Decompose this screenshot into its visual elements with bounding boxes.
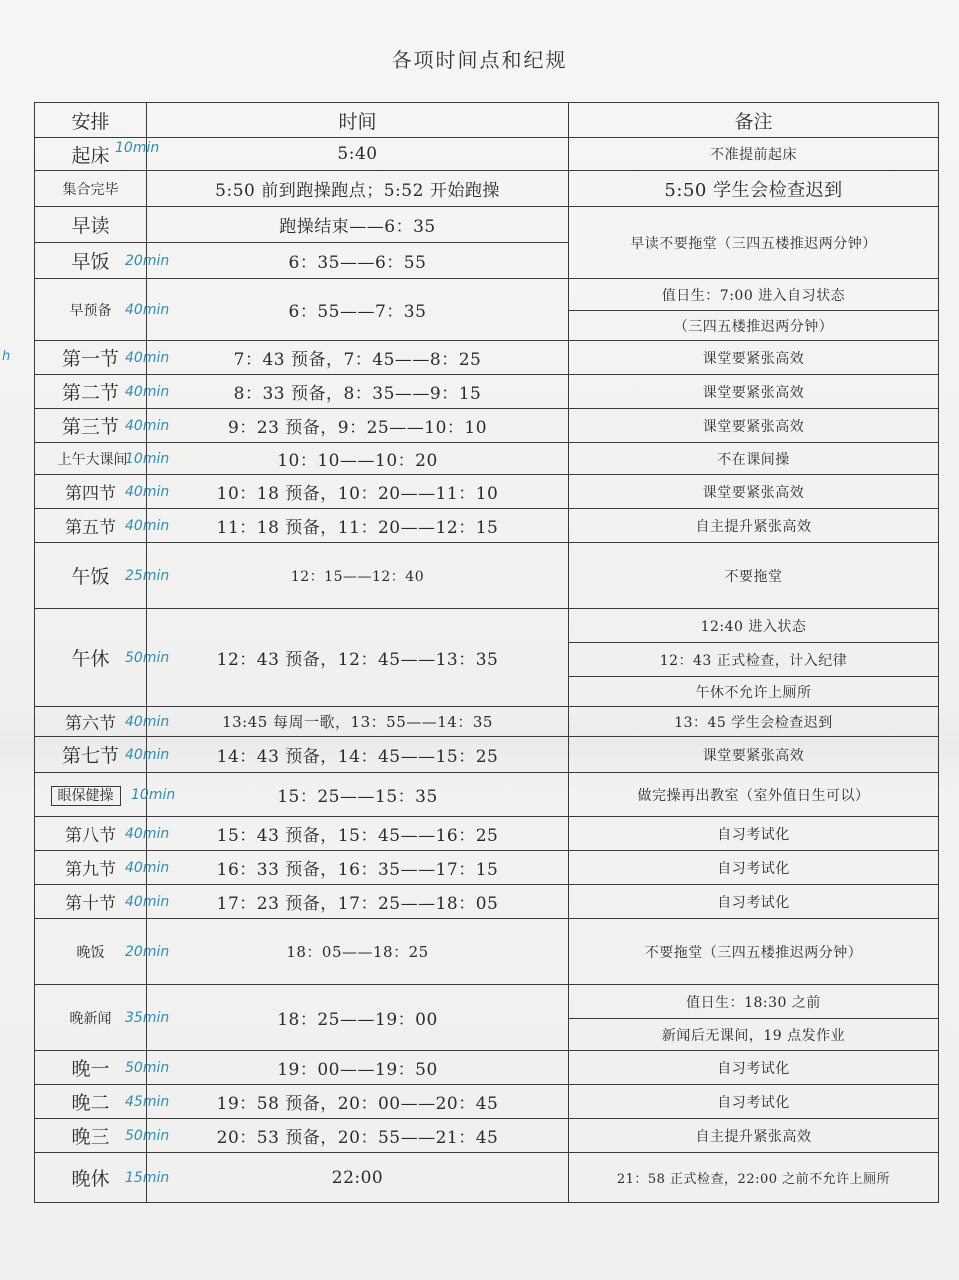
arrange-label: 第九节 <box>65 860 116 880</box>
time-cell: 19：00——19：50 <box>147 1051 569 1085</box>
header-note: 备注 <box>569 103 939 138</box>
table-row <box>35 475 939 509</box>
table-row <box>35 1153 939 1203</box>
note-cell: 自主提升紧张高效 <box>569 1119 939 1153</box>
time-cell: 5:50 前到跑操跑点；5:52 开始跑操 <box>147 171 569 207</box>
handwritten-duration: 40min <box>125 746 170 763</box>
note-cell: 课堂要紧张高效 <box>569 409 939 443</box>
time-cell: 14：43 预备，14：45——15：25 <box>147 737 569 773</box>
handwritten-duration: 40min <box>125 893 170 910</box>
arrange-cell <box>35 341 170 375</box>
table-row <box>35 138 939 171</box>
arrange-label: 晚二 <box>71 1092 110 1114</box>
handwritten-duration: 10min <box>125 450 170 467</box>
time-cell: 12：43 预备，12：45——13：35 <box>147 609 569 707</box>
arrange-cell <box>35 207 147 243</box>
table-row <box>35 509 939 543</box>
handwritten-duration: 50min <box>125 649 170 666</box>
note-cell: 值日生：7:00 进入自习状态 <box>569 279 939 311</box>
arrange-label: 午饭 <box>71 566 110 588</box>
note-cell: 自习考试化 <box>569 1085 939 1119</box>
arrange-label: 第八节 <box>65 826 116 846</box>
table-row <box>35 171 939 207</box>
table-row <box>35 919 939 985</box>
arrange-label: 晚三 <box>71 1126 110 1148</box>
arrange-cell <box>35 773 176 817</box>
note-cell: 不要拖堂 <box>569 543 939 609</box>
header-arrange: 安排 <box>35 103 147 138</box>
time-cell: 16：33 预备，16：35——17：15 <box>147 851 569 885</box>
arrange-label: 晚一 <box>71 1058 110 1080</box>
arrange-cell <box>35 375 170 409</box>
table-row <box>35 707 939 737</box>
table-row <box>35 609 939 643</box>
time-cell: 17：23 预备，17：25——18：05 <box>147 885 569 919</box>
handwritten-duration: 40min <box>125 483 170 500</box>
arrange-label: 第五节 <box>65 518 116 538</box>
arrange-label: 晚新闻 <box>69 1010 112 1027</box>
table-row <box>35 737 939 773</box>
arrange-label: 起床 <box>71 144 110 167</box>
arrange-label: 第七节 <box>61 745 119 767</box>
handwritten-duration: 10min <box>115 139 160 156</box>
arrange-cell <box>35 707 170 737</box>
arrange-cell <box>35 851 170 885</box>
handwritten-duration: 40min <box>125 713 170 730</box>
note-cell: 12:40 进入状态 <box>569 609 939 643</box>
handwritten-duration: 45min <box>125 1093 170 1110</box>
arrange-cell <box>35 1153 170 1203</box>
time-cell: 20：53 预备，20：55——21：45 <box>147 1119 569 1153</box>
arrange-label: 晚休 <box>71 1168 110 1190</box>
time-cell: 15：43 预备，15：45——16：25 <box>147 817 569 851</box>
arrange-cell <box>35 243 170 279</box>
table-row <box>35 543 939 609</box>
arrange-cell <box>35 1051 170 1085</box>
arrange-cell <box>35 543 170 609</box>
arrange-label: 午休 <box>71 648 110 670</box>
handwritten-duration: 25min <box>125 567 170 584</box>
note-cell: 不要拖堂（三四五楼推迟两分钟） <box>569 919 939 985</box>
arrange-label: 第十节 <box>65 894 116 914</box>
time-cell: 13:45 每周一歌，13：55——14：35 <box>147 707 569 737</box>
table-row <box>35 341 939 375</box>
handwritten-duration: 40min <box>125 417 170 434</box>
arrange-cell <box>35 919 170 985</box>
arrange-cell <box>35 475 170 509</box>
note-cell: 课堂要紧张高效 <box>569 475 939 509</box>
note-cell: 自习考试化 <box>569 817 939 851</box>
time-cell: 18：05——18：25 <box>147 919 569 985</box>
handwritten-duration: 40min <box>125 383 170 400</box>
arrange-cell <box>35 409 170 443</box>
table-row <box>35 207 939 243</box>
note-cell: 早读不要拖堂（三四五楼推迟两分钟） <box>569 207 939 279</box>
handwritten-duration: 35min <box>125 1009 170 1026</box>
handwritten-duration: 50min <box>125 1127 170 1144</box>
arrange-label: 眼保健操 <box>51 786 121 806</box>
note-cell: 21：58 正式检查，22:00 之前不允许上厕所 <box>569 1153 939 1203</box>
page-title: 各项时间点和纪规 <box>391 48 568 72</box>
note-cell: 5:50 学生会检查迟到 <box>569 171 939 207</box>
note-cell: 课堂要紧张高效 <box>569 341 939 375</box>
handwritten-duration: 40min <box>125 517 170 534</box>
table-row <box>35 817 939 851</box>
arrange-label: 第一节 <box>61 348 119 370</box>
arrange-cell <box>35 443 170 475</box>
arrange-cell <box>35 817 170 851</box>
handwritten-duration: 40min <box>125 349 170 366</box>
note-cell: 值日生：18:30 之前 <box>569 985 939 1019</box>
arrange-cell <box>35 279 170 341</box>
time-cell: 9：23 预备，9：25——10：10 <box>147 409 569 443</box>
time-cell: 10：18 预备，10：20——11：10 <box>147 475 569 509</box>
note-cell: 课堂要紧张高效 <box>569 737 939 773</box>
arrange-label: 第六节 <box>65 714 116 734</box>
arrange-cell <box>35 1119 170 1153</box>
note-cell: 课堂要紧张高效 <box>569 375 939 409</box>
arrange-cell <box>35 171 147 207</box>
arrange-label: 第三节 <box>61 416 119 438</box>
margin-handwriting: h <box>2 349 11 364</box>
handwritten-duration: 20min <box>125 252 170 269</box>
time-cell: 19：58 预备，20：00——20：45 <box>147 1085 569 1119</box>
table-row <box>35 1119 939 1153</box>
arrange-label: 第四节 <box>65 484 116 504</box>
handwritten-duration: 40min <box>125 859 170 876</box>
arrange-cell <box>35 985 170 1051</box>
handwritten-duration: 10min <box>131 786 176 803</box>
table-row <box>35 1051 939 1085</box>
time-cell: 7：43 预备，7：45——8：25 <box>147 341 569 375</box>
handwritten-duration: 40min <box>125 301 170 318</box>
note-cell: 不准提前起床 <box>569 138 939 171</box>
handwritten-duration: 15min <box>125 1169 170 1186</box>
time-cell: 11：18 预备，11：20——12：15 <box>147 509 569 543</box>
arrange-label: 早饭 <box>71 251 110 273</box>
note-cell: 不在课间操 <box>569 443 939 475</box>
arrange-label: 早读 <box>71 215 110 237</box>
time-cell: 5:40 <box>147 138 569 171</box>
arrange-cell <box>35 1085 170 1119</box>
time-cell: 18：25——19：00 <box>147 985 569 1051</box>
note-cell: 自习考试化 <box>569 885 939 919</box>
handwritten-duration: 40min <box>125 825 170 842</box>
handwritten-duration: 20min <box>125 943 170 960</box>
note-cell: 新闻后无课间，19 点发作业 <box>569 1019 939 1051</box>
note-cell: 午休不允许上厕所 <box>569 677 939 707</box>
table-row <box>35 773 939 817</box>
arrange-label: 第二节 <box>61 382 119 404</box>
table-row <box>35 885 939 919</box>
table-row <box>35 851 939 885</box>
arrange-label: 早预备 <box>69 302 112 319</box>
arrange-cell <box>35 609 170 707</box>
time-cell: 22:00 <box>147 1153 569 1203</box>
schedule-table <box>34 102 939 1203</box>
arrange-cell <box>35 737 170 773</box>
note-cell: 13：45 学生会检查迟到 <box>569 707 939 737</box>
time-cell: 6：35——6：55 <box>147 243 569 279</box>
time-cell: 8：33 预备，8：35——9：15 <box>147 375 569 409</box>
header-time: 时间 <box>147 103 569 138</box>
arrange-cell <box>35 885 170 919</box>
time-cell: 10：10——10：20 <box>147 443 569 475</box>
time-cell: 12：15——12：40 <box>147 543 569 609</box>
time-cell: 跑操结束——6：35 <box>147 207 569 243</box>
note-cell: 12：43 正式检查，计入纪律 <box>569 643 939 677</box>
table-row <box>35 1085 939 1119</box>
note-cell: 自习考试化 <box>569 1051 939 1085</box>
time-cell: 15：25——15：35 <box>147 773 569 817</box>
time-cell: 6：55——7：35 <box>147 279 569 341</box>
arrange-cell <box>35 509 170 543</box>
table-row <box>35 985 939 1019</box>
table-row <box>35 279 939 311</box>
table-row <box>35 409 939 443</box>
note-cell: 自主提升紧张高效 <box>569 509 939 543</box>
arrange-cell <box>35 138 160 171</box>
handwritten-duration: 50min <box>125 1059 170 1076</box>
note-cell: （三四五楼推迟两分钟） <box>569 311 939 341</box>
arrange-label: 上午大课间 <box>57 451 128 468</box>
table-row <box>35 375 939 409</box>
note-cell: 自习考试化 <box>569 851 939 885</box>
arrange-label: 集合完毕 <box>62 181 119 198</box>
note-cell: 做完操再出教室（室外值日生可以） <box>569 773 939 817</box>
table-row <box>35 443 939 475</box>
arrange-label: 晚饭 <box>76 944 105 961</box>
header-row <box>35 103 939 138</box>
